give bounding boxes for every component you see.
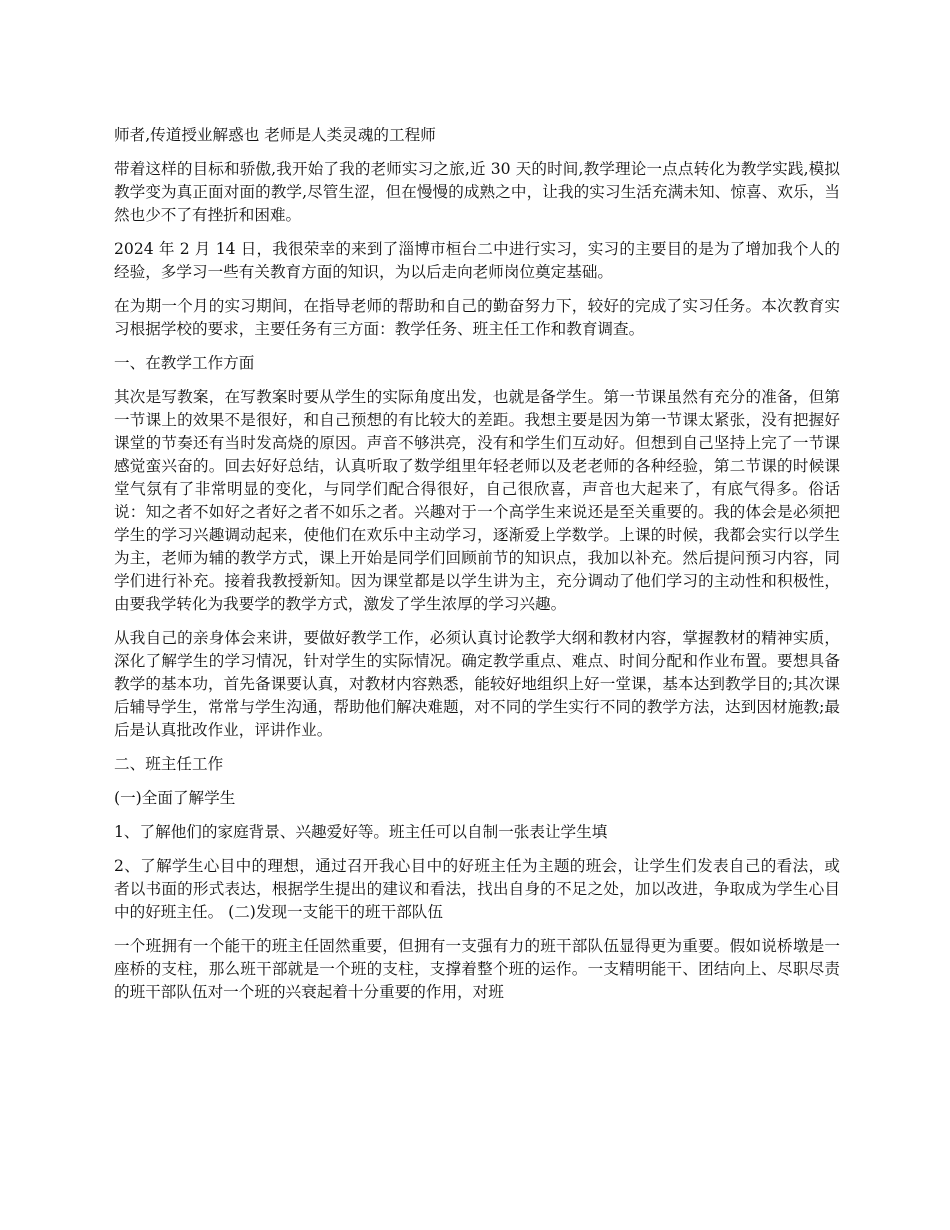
section-heading-class-teacher: 二、班主任工作	[114, 755, 224, 773]
section-heading-teaching: 一、在教学工作方面	[114, 354, 255, 372]
experience-paragraph: 从我自己的亲身体会来讲，要做好教学工作，必须认真讨论教学大纲和教材内容，掌握教材的精神实质，深化了解学生的学习情况，针对学生的实际情况。确定教学重点、难点、时间分配和作业布置。要想具备教学的基本功，首先备课要认真，对教材内容熟悉，能较好地组织上好一堂课，基本达到教学目的;其次课后辅导学生，常常与学生沟通，帮助他们解决难题，对不同的学生实行不同的教学方法，达到因材施教;最后是认真批改作业，评讲作业。	[114, 629, 840, 739]
class-cadre-paragraph: 一个班拥有一个能干的班主任固然重要，但拥有一支强有力的班干部队伍显得更为重要。假如说桥墩是一座桥的支柱，那么班干部就是一个班的支柱，支撑着整个班的运作。一支精明能干、团结向上、尽职尽责的班干部队伍对一个班的兴衰起着十分重要的作用，对班	[114, 937, 840, 1001]
list-item-1: 1、了解他们的家庭背景、兴趣爱好等。班主任可以自制一张表让学生填	[114, 823, 608, 841]
teaching-paragraph: 其次是写教案，在写教案时要从学生的实际角度出发，也就是备学生。第一节课虽然有充分的准备，但第一节课上的效果不是很好，和自己预想的有比较大的差距。我想主要是因为第一节课太紧张，没有把握好课堂的节奏还有当时发高烧的原因。声音不够洪亮，没有和学生们互动好。但想到自己坚持上完了一节课感觉蛮兴奋的。回去好好总结，认真听取了数学组里年轻老师以及老老师的各种经验，第二节课的时候课堂气氛有了非常明显的变化，与同学们配合得很好，自己很欣喜，声音也大起来了，有底气得多。俗话说：知之者不如好之者好之者不如乐之者。兴趣对于一个高学生来说还是至关重要的。我的体会是必须把学生的学习兴趣调动起来，使他们在欢乐中主动学习，逐渐爱上学数学。上课的时候，我都会实行以学生为主，老师为辅的教学方式，课上开始是同学们回顾前节的知识点，我加以补充。然后提问预习内容，同学们进行补充。接着我教授新知。因为课堂都是以学生讲为主，充分调动了他们学习的主动性和积极性，由要我学转化为我要学的教学方式，激发了学生浓厚的学习兴趣。	[114, 388, 840, 613]
internship-date-paragraph: 2024 年 2 月 14 日，我很荣幸的来到了淄博市桓台二中进行实习，实习的主要目的是为了增加我个人的经验，多学习一些有关教育方面的知识，为以后走向老师岗位奠定基础。	[114, 240, 840, 281]
document-page	[114, 124, 840, 1015]
intro-paragraph: 带着这样的目标和骄傲,我开始了我的老师实习之旅,近 30 天的时间,教学理论一点点转化为教学实践,模拟教学变为真正面对面的教学,尽管生涩，但在慢慢的成熟之中，让我的实习生活充满未知、惊喜、欢乐，当然也少不了有挫折和困难。	[114, 160, 840, 224]
subsection-heading-understand-students: (一)全面了解学生	[114, 789, 236, 807]
quote-line: 师者,传道授业解惑也 老师是人类灵魂的工程师	[114, 126, 436, 144]
list-item-2: 2、了解学生心目中的理想，通过召开我心目中的好班主任为主题的班会，让学生们发表自己的看法，或者以书面的形式表达，根据学生提出的建议和看法，找出自身的不足之处，加以改进，争取成为学生心目中的好班主任。 (二)发现一支能干的班干部队伍	[114, 857, 840, 921]
tasks-paragraph: 在为期一个月的实习期间，在指导老师的帮助和自己的勤奋努力下，较好的完成了实习任务。本次教育实习根据学校的要求，主要任务有三方面：教学任务、班主任工作和教育调查。	[114, 297, 840, 338]
